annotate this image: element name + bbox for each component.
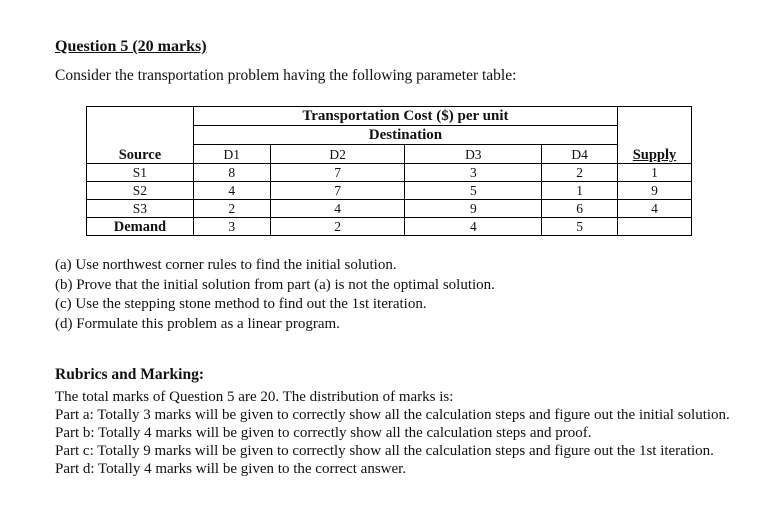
supply-header: Supply [632, 147, 677, 163]
part-a: (a) Use northwest corner rules to find the initial solution. [55, 257, 397, 273]
table-row [87, 200, 692, 218]
cost-cell: 5 [405, 182, 542, 200]
demand-empty-cell [618, 218, 692, 236]
part-d: (d) Formulate this problem as a linear program. [55, 316, 340, 332]
row-label: S2 [87, 182, 194, 200]
supply-cell: 4 [618, 200, 692, 218]
cost-cell: 1 [542, 182, 618, 200]
cost-cell: 8 [193, 164, 270, 182]
supply-header-cell [618, 107, 692, 164]
col-header-d4: D4 [542, 145, 618, 164]
demand-cell: 4 [405, 218, 542, 236]
question-title: Question 5 (20 marks) [55, 38, 207, 55]
part-b: (b) Prove that the initial solution from part (a) is not the optimal solution. [55, 277, 495, 293]
cost-cell: 7 [270, 182, 405, 200]
demand-cell: 3 [193, 218, 270, 236]
destination-header: Destination [193, 126, 617, 145]
source-header-cell [87, 107, 194, 164]
cost-cell: 4 [193, 182, 270, 200]
transportation-cost-table [86, 106, 692, 236]
demand-row [87, 218, 692, 236]
rubric-line: Part c: Totally 9 marks will be given to correctly show all the calculation steps and figure out the 1st iteration. [55, 443, 714, 459]
question-intro: Consider the transportation problem having the following parameter table: [55, 67, 517, 84]
row-label: S1 [87, 164, 194, 182]
cost-cell: 2 [542, 164, 618, 182]
demand-cell: 5 [542, 218, 618, 236]
cost-cell: 3 [405, 164, 542, 182]
cost-cell: 6 [542, 200, 618, 218]
rubrics-title: Rubrics and Marking: [55, 366, 204, 383]
rubric-line: Part d: Totally 4 marks will be given to the correct answer. [55, 461, 407, 477]
col-header-d3: D3 [405, 145, 542, 164]
cost-cell: 7 [270, 164, 405, 182]
part-c: (c) Use the stepping stone method to find out the 1st iteration. [55, 296, 427, 312]
source-header: Source [118, 147, 162, 163]
cost-cell: 4 [270, 200, 405, 218]
col-header-d2: D2 [270, 145, 405, 164]
table-row [87, 164, 692, 182]
table-row [87, 182, 692, 200]
cost-cell: 2 [193, 200, 270, 218]
rubric-line: Part b: Totally 4 marks will be given to correctly show all the calculation steps and proof. [55, 425, 592, 441]
supply-cell: 1 [618, 164, 692, 182]
cost-header: Transportation Cost ($) per unit [193, 107, 617, 126]
col-header-d1: D1 [193, 145, 270, 164]
cost-cell: 9 [405, 200, 542, 218]
demand-cell: 2 [270, 218, 405, 236]
rubric-line: Part a: Totally 3 marks will be given to correctly show all the calculation steps and figure out the initial solution. [55, 407, 730, 423]
demand-label: Demand [87, 218, 194, 236]
supply-cell: 9 [618, 182, 692, 200]
rubric-line: The total marks of Question 5 are 20. The distribution of marks is: [55, 389, 454, 405]
row-label: S3 [87, 200, 194, 218]
